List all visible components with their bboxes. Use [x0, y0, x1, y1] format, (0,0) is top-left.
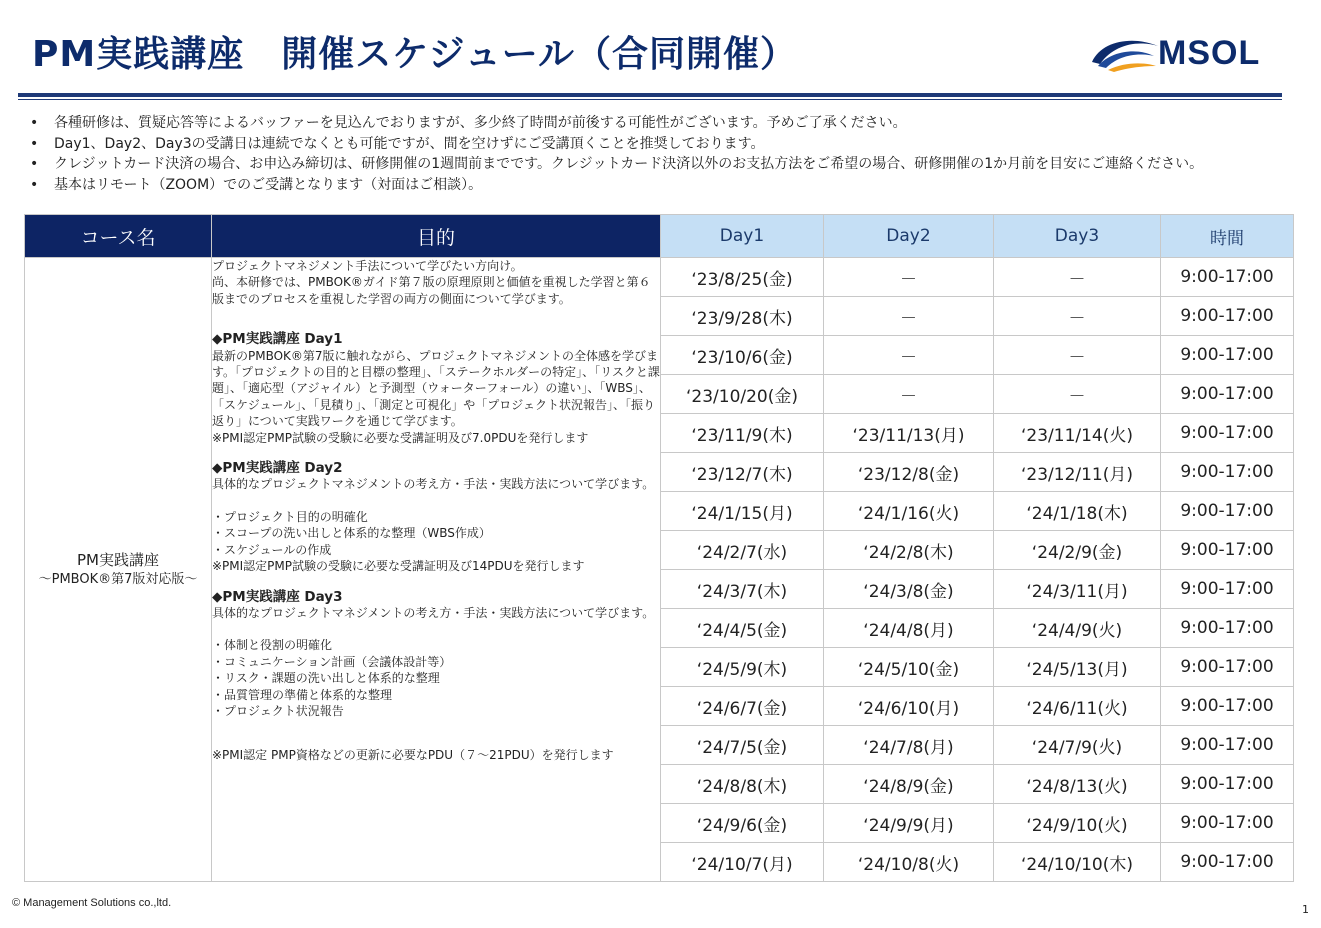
day2-body: 具体的なプロジェクトマネジメントの考え方・手法・実践方法について学びます。 [212, 477, 655, 492]
day3-item: ・品質管理の準備と体系的な整理 [212, 687, 393, 702]
pdu-note: ※PMI認定 PMP資格などの更新に必要なPDU（７～21PDU）を発行します [212, 748, 614, 763]
day2-item: ・スコープの洗い出しと体系的な整理（WBS作成） [212, 526, 491, 541]
day2-cell: ‘24/5/10(金) [824, 648, 994, 687]
time-cell: 9:00-17:00 [1161, 726, 1294, 765]
purpose-intro: プロジェクトマネジメント手法について学びたい方向け。 [212, 259, 523, 273]
day1-cell: ‘24/4/5(金) [661, 609, 824, 648]
header-day1: Day1 [661, 215, 824, 258]
header-rule [18, 93, 1282, 97]
header-course: コース名 [25, 215, 212, 258]
time-cell: 9:00-17:00 [1161, 765, 1294, 804]
day2-cell: ‘24/2/8(木) [824, 531, 994, 570]
day1-cell: ‘24/10/7(月) [661, 843, 824, 882]
time-cell: 9:00-17:00 [1161, 687, 1294, 726]
day2-cell: ‘24/1/16(火) [824, 492, 994, 531]
day3-cell: ‘24/5/13(月) [994, 648, 1161, 687]
day3-cell: ‘24/10/10(木) [994, 843, 1161, 882]
note-item: • Day1、Day2、Day3の受講日は連続でなくとも可能ですが、間を空けずにご受講頂くことを推奨しております。 [30, 134, 1203, 155]
page-title: PM実践講座 開催スケジュール（合同開催） [32, 34, 798, 75]
day2-cell: ‘24/10/8(火) [824, 843, 994, 882]
day3-cell: ‘24/2/9(金) [994, 531, 1161, 570]
day1-note: ※PMI認定PMP試験の受験に必要な受講証明及び7.0PDUを発行します [212, 430, 589, 445]
day2-cell: ‘24/7/8(月) [824, 726, 994, 765]
time-cell: 9:00-17:00 [1161, 843, 1294, 882]
day2-cell: － [824, 258, 994, 297]
day2-cell: ‘24/6/10(月) [824, 687, 994, 726]
header-rule-thin [18, 99, 1282, 100]
notes-list [30, 113, 1203, 195]
day3-heading: ◆PM実践講座 Day3 [212, 588, 343, 605]
day3-cell: ‘24/7/9(火) [994, 726, 1161, 765]
time-cell: 9:00-17:00 [1161, 531, 1294, 570]
day3-body: 具体的なプロジェクトマネジメントの考え方・手法・実践方法について学びます。 [212, 605, 655, 620]
day3-cell: ‘24/9/10(火) [994, 804, 1161, 843]
course-name: PM実践講座 [77, 550, 159, 569]
day3-cell: ‘23/11/14(火) [994, 414, 1161, 453]
day2-cell: － [824, 336, 994, 375]
header-day3: Day3 [994, 215, 1161, 258]
day2-cell: ‘24/9/9(月) [824, 804, 994, 843]
day2-item: ・スケジュールの作成 [212, 542, 332, 557]
day1-cell: ‘24/7/5(金) [661, 726, 824, 765]
day2-cell: ‘24/8/9(金) [824, 765, 994, 804]
day3-cell: － [994, 297, 1161, 336]
day1-cell: ‘24/6/7(金) [661, 687, 824, 726]
day2-item: ※PMI認定PMP試験の受験に必要な受講証明及び14PDUを発行します [212, 559, 585, 574]
day1-cell: ‘24/8/8(木) [661, 765, 824, 804]
schedule-table [24, 214, 1294, 882]
day2-heading: ◆PM実践講座 Day2 [212, 460, 343, 477]
course-subtitle: ～PMBOK®第7版対応版～ [38, 571, 198, 587]
day1-body: 最新のPMBOK®第7版に触れながら、プロジェクトマネジメントの全体感を学びます。「プロジェクトの目的と目標の整理」、「ステークホルダーの特定」、「リスクと課題」、「適応型（アジャイル）と予測型（ウォーターフォール）の違い」、「WBS」、「スケジュール」、「見積り」、「測定と可視化」や「プロジェクト状況報告」、「振り返り」について実践ワークを通じて学びます。 [212, 348, 660, 429]
note-item: • クレジットカード決済の場合、お申込み締切は、研修開催の1週間前までです。クレジットカード決済以外のお支払方法をご希望の場合、研修開催の1か月前を目安にご連絡ください。 [30, 154, 1203, 175]
day3-cell: ‘24/8/13(火) [994, 765, 1161, 804]
day1-cell: ‘24/1/15(月) [661, 492, 824, 531]
day3-item: ・プロジェクト状況報告 [212, 703, 344, 718]
note-item: • 基本はリモート（ZOOM）でのご受講となります（対面はご相談）。 [30, 175, 1203, 196]
day2-item: ・プロジェクト目的の明確化 [212, 509, 368, 524]
time-cell: 9:00-17:00 [1161, 258, 1294, 297]
day2-cell: － [824, 297, 994, 336]
time-cell: 9:00-17:00 [1161, 648, 1294, 687]
time-cell: 9:00-17:00 [1161, 570, 1294, 609]
purpose-cell [212, 258, 661, 882]
day2-cell: ‘24/3/8(金) [824, 570, 994, 609]
time-cell: 9:00-17:00 [1161, 297, 1294, 336]
day1-cell: ‘23/10/6(金) [661, 336, 824, 375]
purpose-intro: 尚、本研修では、PMBOK®ガイド第７版の原理原則と価値を重視した学習と第６版までのプロセスを重視した学習の両方の側面について学びます。 [212, 275, 651, 306]
time-cell: 9:00-17:00 [1161, 414, 1294, 453]
page-number: 1 [1302, 903, 1309, 916]
day2-cell: ‘23/11/13(月) [824, 414, 994, 453]
copyright: © Management Solutions co.,ltd. [12, 897, 172, 909]
day1-cell: ‘23/9/28(木) [661, 297, 824, 336]
day1-cell: ‘24/2/7(水) [661, 531, 824, 570]
day3-cell: ‘24/3/11(月) [994, 570, 1161, 609]
day1-cell: ‘23/10/20(金) [661, 375, 824, 414]
day3-cell: ‘23/12/11(月) [994, 453, 1161, 492]
time-cell: 9:00-17:00 [1161, 804, 1294, 843]
day3-cell: － [994, 258, 1161, 297]
day2-cell: ‘23/12/8(金) [824, 453, 994, 492]
day2-cell: － [824, 375, 994, 414]
logo-text: MSOL [1158, 34, 1261, 72]
header-day2: Day2 [824, 215, 994, 258]
day3-cell: － [994, 336, 1161, 375]
day3-item: ・リスク・課題の洗い出しと体系的な整理 [212, 671, 440, 686]
time-cell: 9:00-17:00 [1161, 453, 1294, 492]
note-item: • 各種研修は、質疑応答等によるバッファーを見込んでおりますが、多少終了時間が前後する可能性がございます。予めご了承ください。 [30, 113, 1203, 134]
day1-cell: ‘23/12/7(木) [661, 453, 824, 492]
day3-cell: ‘24/4/9(火) [994, 609, 1161, 648]
table-row [25, 258, 1294, 297]
time-cell: 9:00-17:00 [1161, 375, 1294, 414]
day1-cell: ‘24/5/9(木) [661, 648, 824, 687]
day3-cell: － [994, 375, 1161, 414]
day1-cell: ‘24/3/7(木) [661, 570, 824, 609]
course-cell [25, 258, 212, 882]
header-purpose: 目的 [212, 215, 661, 258]
day1-cell: ‘23/11/9(木) [661, 414, 824, 453]
time-cell: 9:00-17:00 [1161, 336, 1294, 375]
day3-cell: ‘24/1/18(木) [994, 492, 1161, 531]
day3-item: ・コミュニケーション計画（会議体設計等） [212, 654, 452, 669]
day1-cell: ‘23/8/25(金) [661, 258, 824, 297]
header-time: 時間 [1161, 215, 1294, 258]
day1-cell: ‘24/9/6(金) [661, 804, 824, 843]
time-cell: 9:00-17:00 [1161, 492, 1294, 531]
day3-cell: ‘24/6/11(火) [994, 687, 1161, 726]
day1-heading: ◆PM実践講座 Day1 [212, 331, 343, 348]
day2-cell: ‘24/4/8(月) [824, 609, 994, 648]
day3-item: ・体制と役割の明確化 [212, 638, 333, 653]
time-cell: 9:00-17:00 [1161, 609, 1294, 648]
